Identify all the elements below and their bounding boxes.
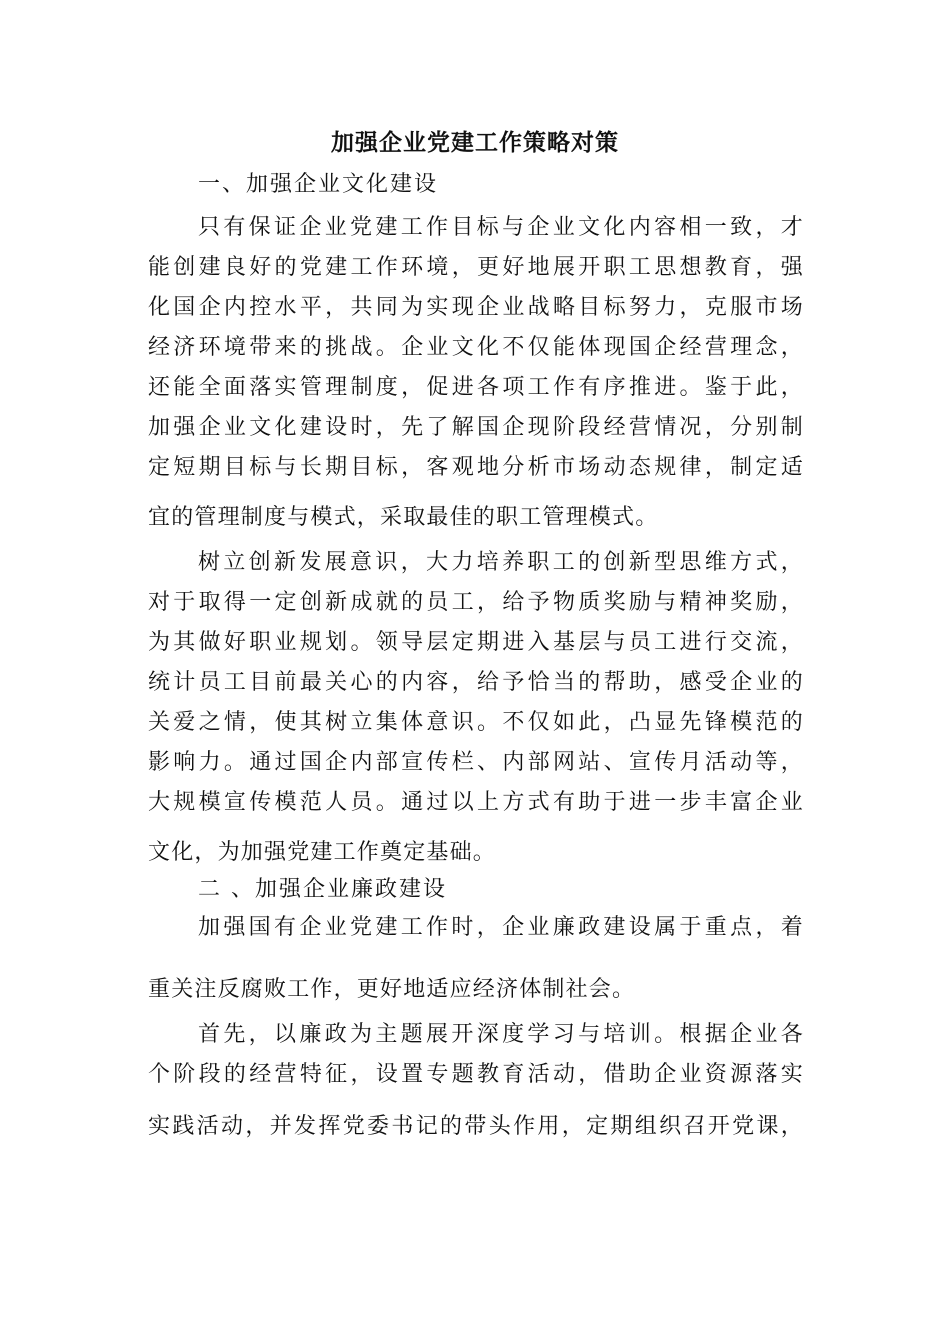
text-line: 影响力。通过国企内部宣传栏、内部网站、宣传月活动等，	[148, 750, 804, 775]
text-line: 能创建良好的党建工作环境，更好地展开职工思想教育，强	[148, 255, 804, 280]
text-line: 文化，为加强党建工作奠定基础。	[148, 840, 497, 865]
section2-paragraph-1	[148, 908, 804, 1010]
text-line: 加强国有企业党建工作时，企业廉政建设属于重点，着	[198, 915, 804, 940]
text-line: 大规模宣传模范人员。通过以上方式有助于进一步丰富企业	[148, 790, 804, 815]
text-line: 化国企内控水平，共同为实现企业战略目标努力，克服市场	[148, 295, 804, 320]
text-line: 关爱之情，使其树立集体意识。不仅如此，凸显先锋模范的	[148, 710, 804, 735]
section1-paragraph-1	[148, 208, 804, 538]
text-line: 只有保证企业党建工作目标与企业文化内容相一致，才	[198, 215, 804, 240]
text-line: 宜的管理制度与模式，采取最佳的职工管理模式。	[148, 505, 659, 530]
section1-paragraph-2	[148, 543, 804, 873]
page-title: 加强企业党建工作策略对策	[331, 129, 619, 156]
text-line: 个阶段的经营特征，设置专题教育活动，借助企业资源落实	[148, 1062, 804, 1087]
text-line: 为其做好职业规划。领导层定期进入基层与员工进行交流，	[148, 630, 804, 655]
text-line: 经济环境带来的挑战。企业文化不仅能体现国企经营理念，	[148, 335, 804, 360]
text-line: 实践活动，并发挥党委书记的带头作用，定期组织召开党课，	[148, 1114, 804, 1139]
text-line: 定短期目标与长期目标，客观地分析市场动态规律，制定适	[148, 455, 804, 480]
text-line: 首先，以廉政为主题展开深度学习与培训。根据企业各	[198, 1022, 804, 1047]
section-heading-1: 一、加强企业文化建设	[198, 172, 439, 197]
section-heading-2: 二 、加强企业廉政建设	[198, 877, 447, 902]
section2-paragraph-2	[148, 1015, 804, 1147]
text-line: 重关注反腐败工作，更好地适应经济体制社会。	[148, 977, 636, 1002]
text-line: 对于取得一定创新成就的员工，给予物质奖励与精神奖励，	[148, 590, 804, 615]
text-line: 加强企业文化建设时，先了解国企现阶段经营情况，分别制	[148, 415, 804, 440]
text-line: 还能全面落实管理制度，促进各项工作有序推进。鉴于此，	[148, 375, 804, 400]
text-line: 统计员工目前最关心的内容，给予恰当的帮助，感受企业的	[148, 670, 804, 695]
text-line: 树立创新发展意识，大力培养职工的创新型思维方式，	[198, 550, 804, 575]
